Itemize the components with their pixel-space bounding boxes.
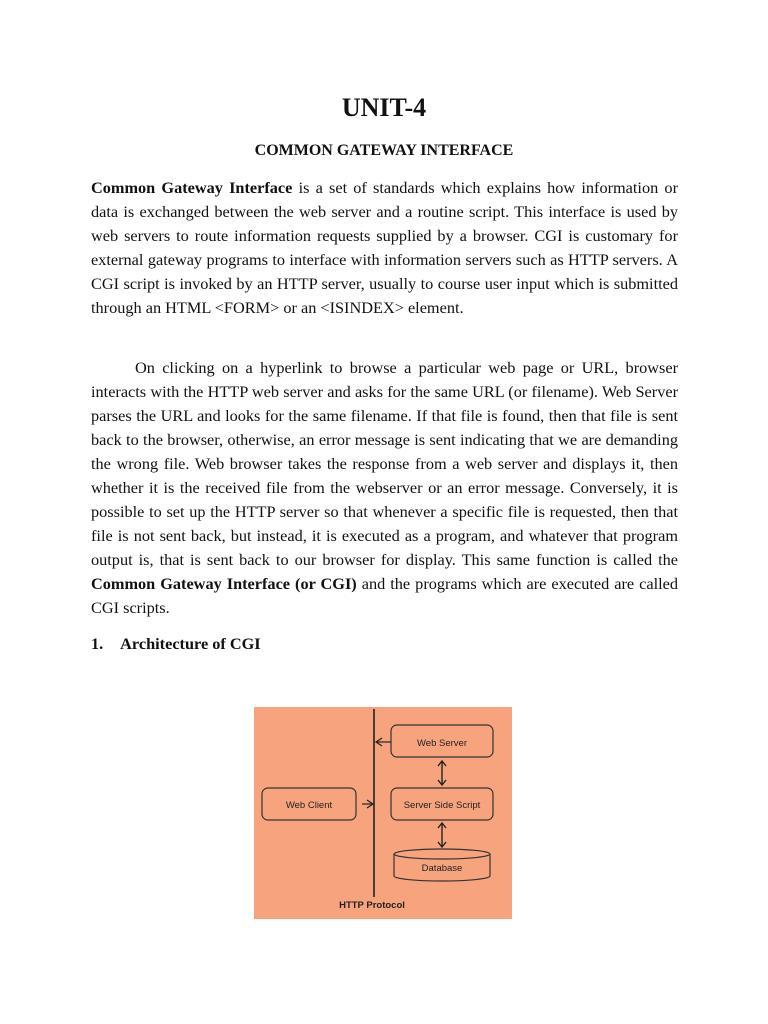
web-server-label: Web Server	[417, 738, 467, 749]
database-label: Database	[421, 863, 463, 874]
section-title: Architecture of CGI	[120, 634, 261, 653]
chapter-subtitle: COMMON GATEWAY INTERFACE	[254, 142, 514, 159]
unit-title: UNIT-4	[341, 93, 427, 122]
intro-paragraph	[91, 176, 678, 320]
cgi-architecture-diagram	[254, 707, 512, 919]
body-paragraph	[91, 356, 678, 620]
intro-term: Common Gateway Interface	[91, 178, 293, 197]
diagram-background	[254, 707, 512, 919]
body-tail: and the programs which are executed are called CGI scripts.	[91, 574, 678, 617]
intro-text: is a set of standards which explains how information or data is exchanged between the web server and a routine script. This interface is used by web servers to route information requests supplied by a browser. CGI is customary for external gateway programs to interface with information servers such as HTTP servers. A CGI script is invoked by an HTTP server, usually to course user input which is submitted through an HTML <FORM> or an <ISINDEX> element.	[91, 178, 678, 317]
body-term: Common Gateway Interface (or CGI)	[91, 574, 357, 593]
section-heading	[91, 632, 261, 656]
web-client-label: Web Client	[285, 800, 333, 811]
http-protocol-label: HTTP Protocol	[339, 900, 405, 911]
server-side-script-label: Server Side Script	[403, 800, 481, 811]
body-text: On clicking on a hyperlink to browse a particular web page or URL, browser interacts with the HTTP web server and asks for the same URL (or filename). Web Server parses the URL and looks for the same filename. If that file is found, then that file is sent back to the browser, otherwise, an error message is sent indicating that we are demanding the wrong file. Web browser takes the response from a web server and displays it, then whether it is the received file from the webserver or an error message. Conversely, it is possible to set up the HTTP server so that whenever a specific file is requested, then that file is not sent back, but instead, it is executed as a program, and whatever that program output is, that is sent back to our browser for display. This same function is called the	[91, 358, 678, 569]
section-number: 1.	[91, 634, 104, 653]
